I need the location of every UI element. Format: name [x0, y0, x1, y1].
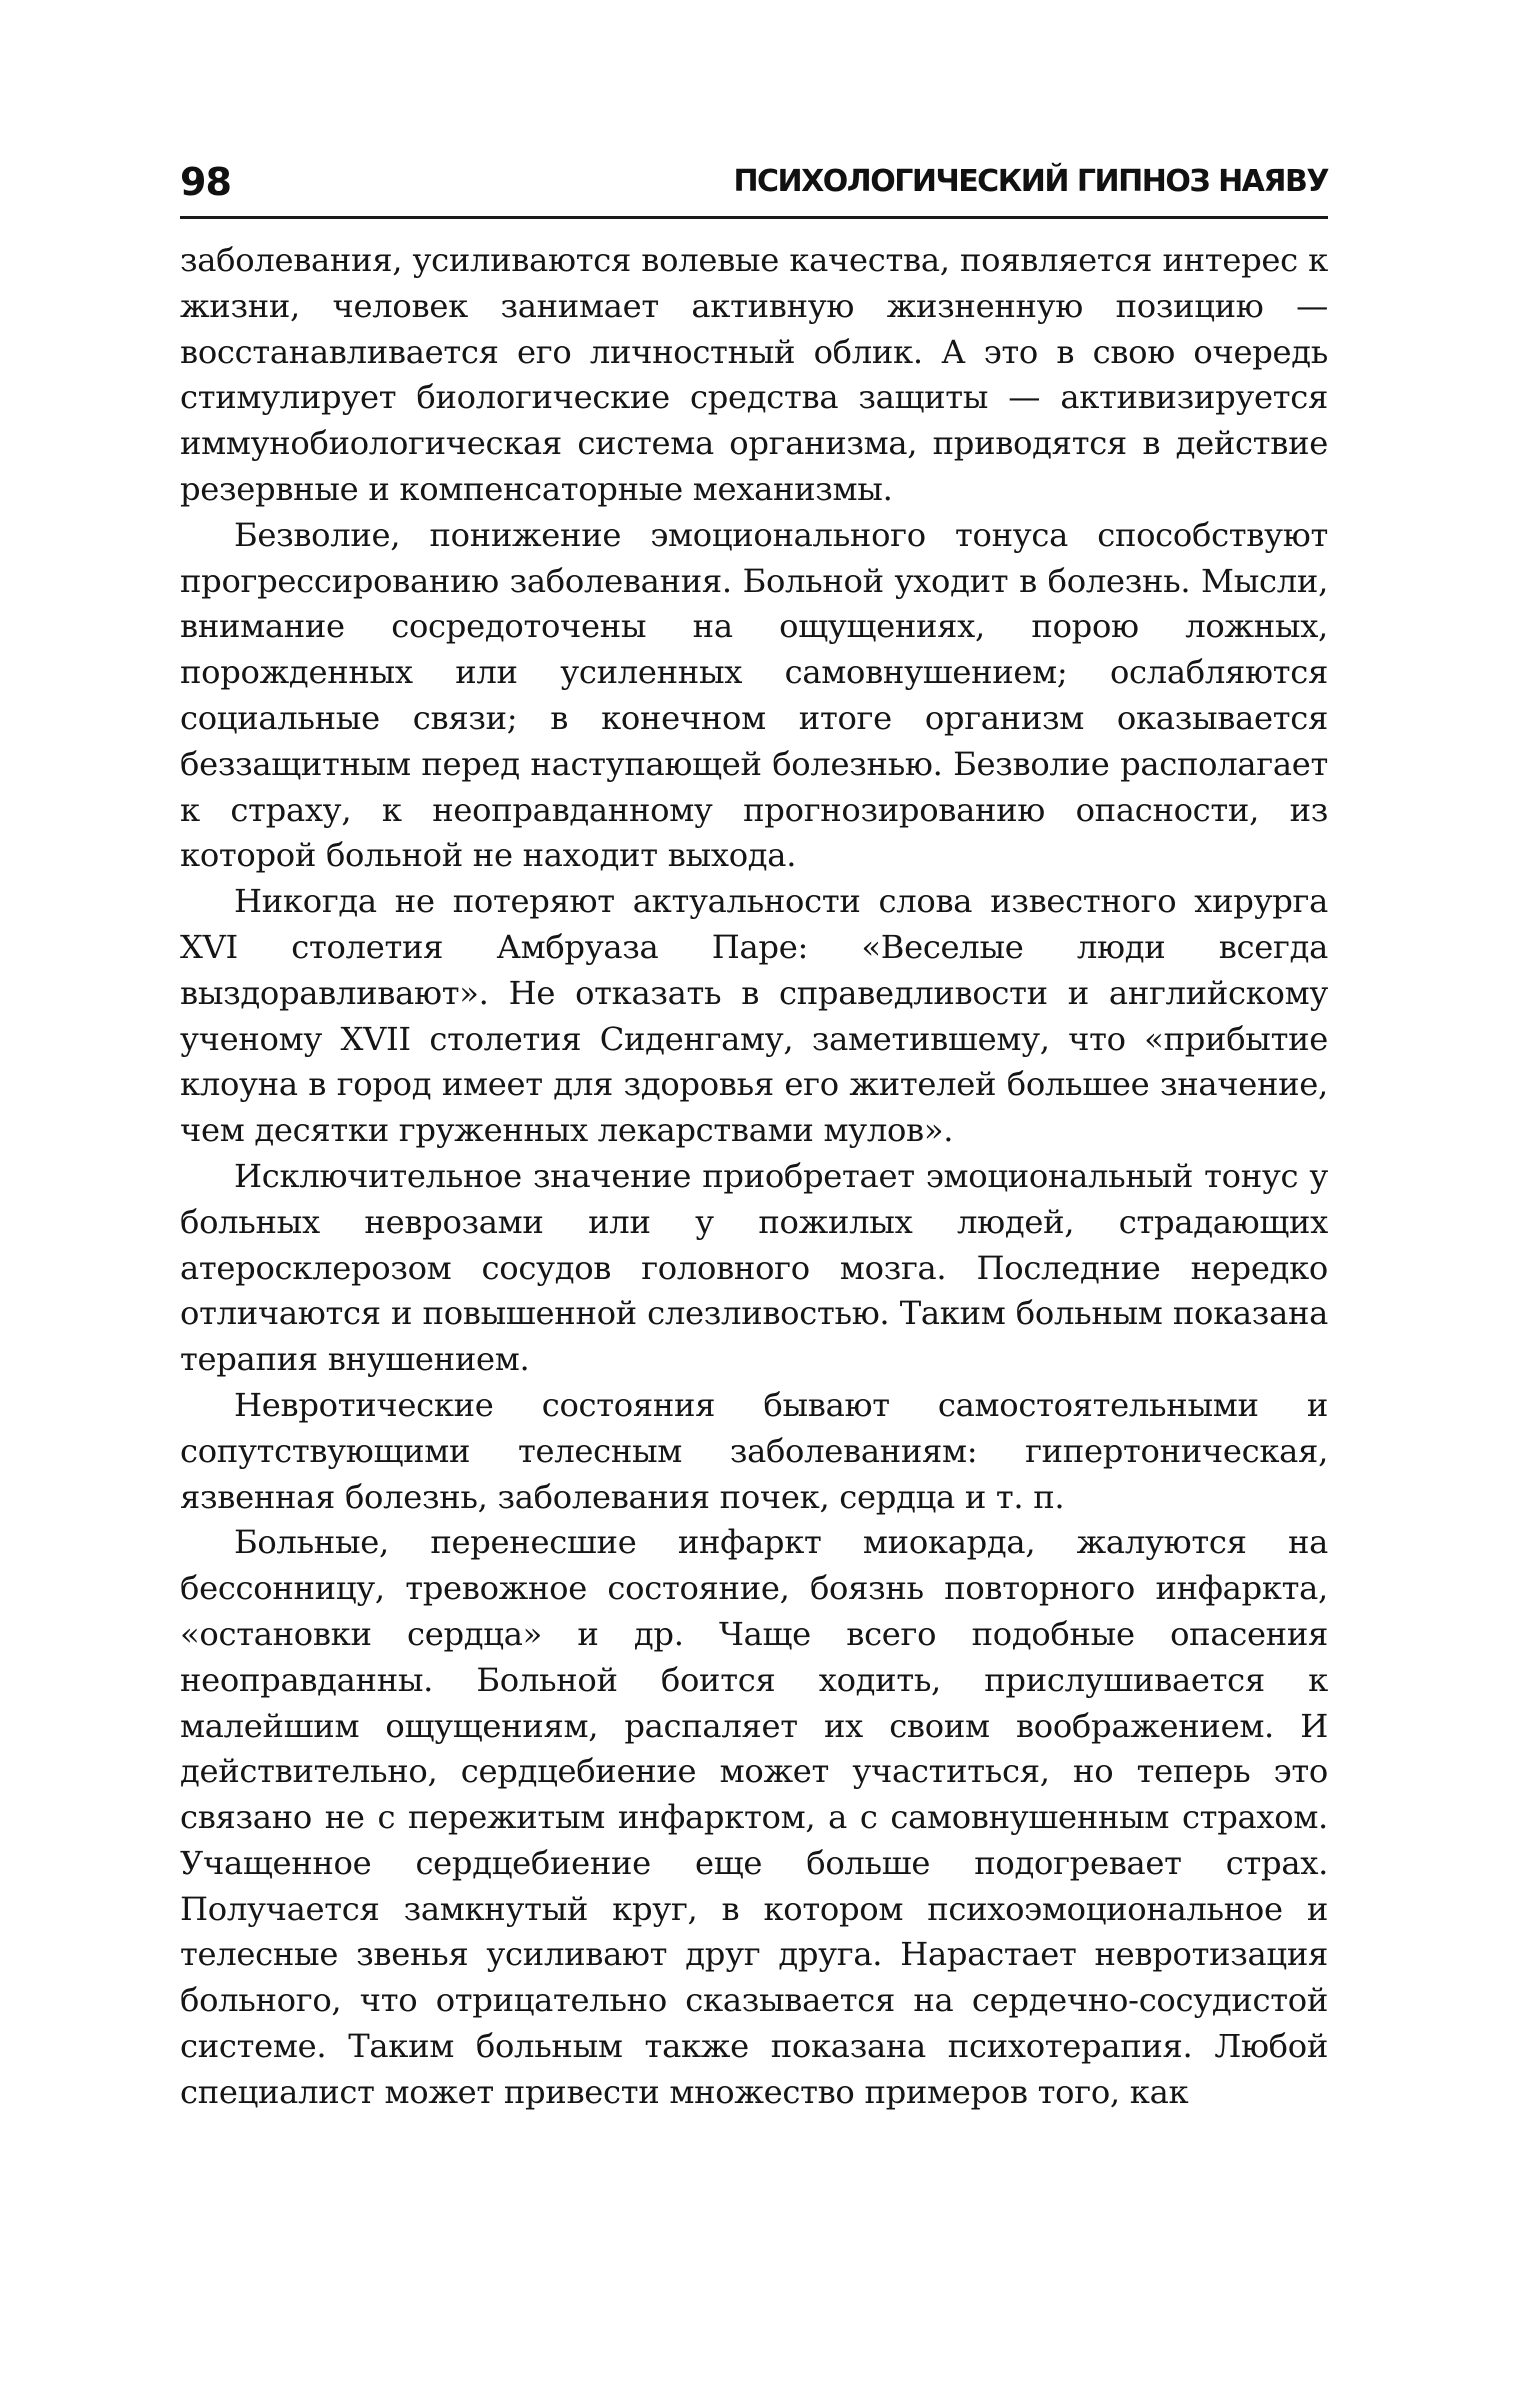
page-number: 98 — [180, 160, 231, 204]
running-title: ПСИХОЛОГИЧЕСКИЙ ГИПНОЗ НАЯВУ — [733, 164, 1328, 199]
paragraph-emotional-tone: Исключительное значение приобретает эмоциональный тонус у больных неврозами или у пожилых людей, страдающих атеросклерозом сосудов головного мозга. Последние нередко отличаются и повышенной слезливостью. Таким больным показана терапия внушением. — [180, 1156, 1328, 1379]
paragraph-pare-quote: Никогда не потеряют актуальности слова известного хирурга XVI столетия Амбруаза Паре: «Веселые люди всегда выздоравливают». Не отказать в справедливости и английскому ученому XVII столетия Сиденгаму, заметившему, что «прибытие клоуна в город имеет для здоровья его жителей большее значение, чем десятки груженных лекарствами мулов». — [180, 882, 1328, 1150]
paragraph-apathy: Безволие, понижение эмоционального тонуса способствуют прогрессированию заболевания. Больной уходит в болезнь. Мысли, внимание сосредоточены на ощущениях, порою ложных, порожденных или усиленных самовнушением; ослабляются социальные связи; в конечном итоге организм оказывается беззащитным перед наступающей болезнью. Безволие располагает к страху, к неоправданному прогнозированию опасности, из которой больной не находит выхода. — [180, 515, 1328, 875]
page-header — [180, 150, 1328, 214]
paragraph-continuation: заболевания, усиливаются волевые качества, появляется интерес к жизни, человек занимает активную жизненную позицию — восстанавливается его личностный облик. А это в свою очередь стимулирует биологические средства защиты — активизируется иммунобиологическая система организма, приводятся в действие резервные и компенсаторные механизмы. — [180, 241, 1328, 508]
paragraph-myocardial-infarction: Больные, перенесшие инфаркт миокарда, жалуются на бессонницу, тревожное состояние, боязнь повторного инфаркта, «остановки сердца» и др. Чаще всего подобные опасения неоправданны. Больной боится ходить, прислушивается к малейшим ощущениям, распаляет их своим воображением. И действительно, сердцебиение может участиться, но теперь это связано не с пережитым инфарктом, а с самовнушенным страхом. Учащенное сердцебиение еще больше подогревает страх. Получается замкнутый круг, в котором психоэмоциональное и телесные звенья усиливают друг друга. Нарастает невротизация больного, что отрицательно сказывается на сердечно-сосудистой системе. Таким больным также показана психотерапия. Любой специалист может привести множество примеров того, как — [180, 1523, 1328, 2111]
paragraph-neurotic-states: Невротические состояния бывают самостоятельными и сопутствующими телесным заболеваниям: гипертоническая, язвенная болезнь, заболевания почек, сердца и т. п. — [180, 1385, 1328, 1516]
header-rule — [180, 216, 1328, 219]
body-text — [180, 238, 1328, 2283]
